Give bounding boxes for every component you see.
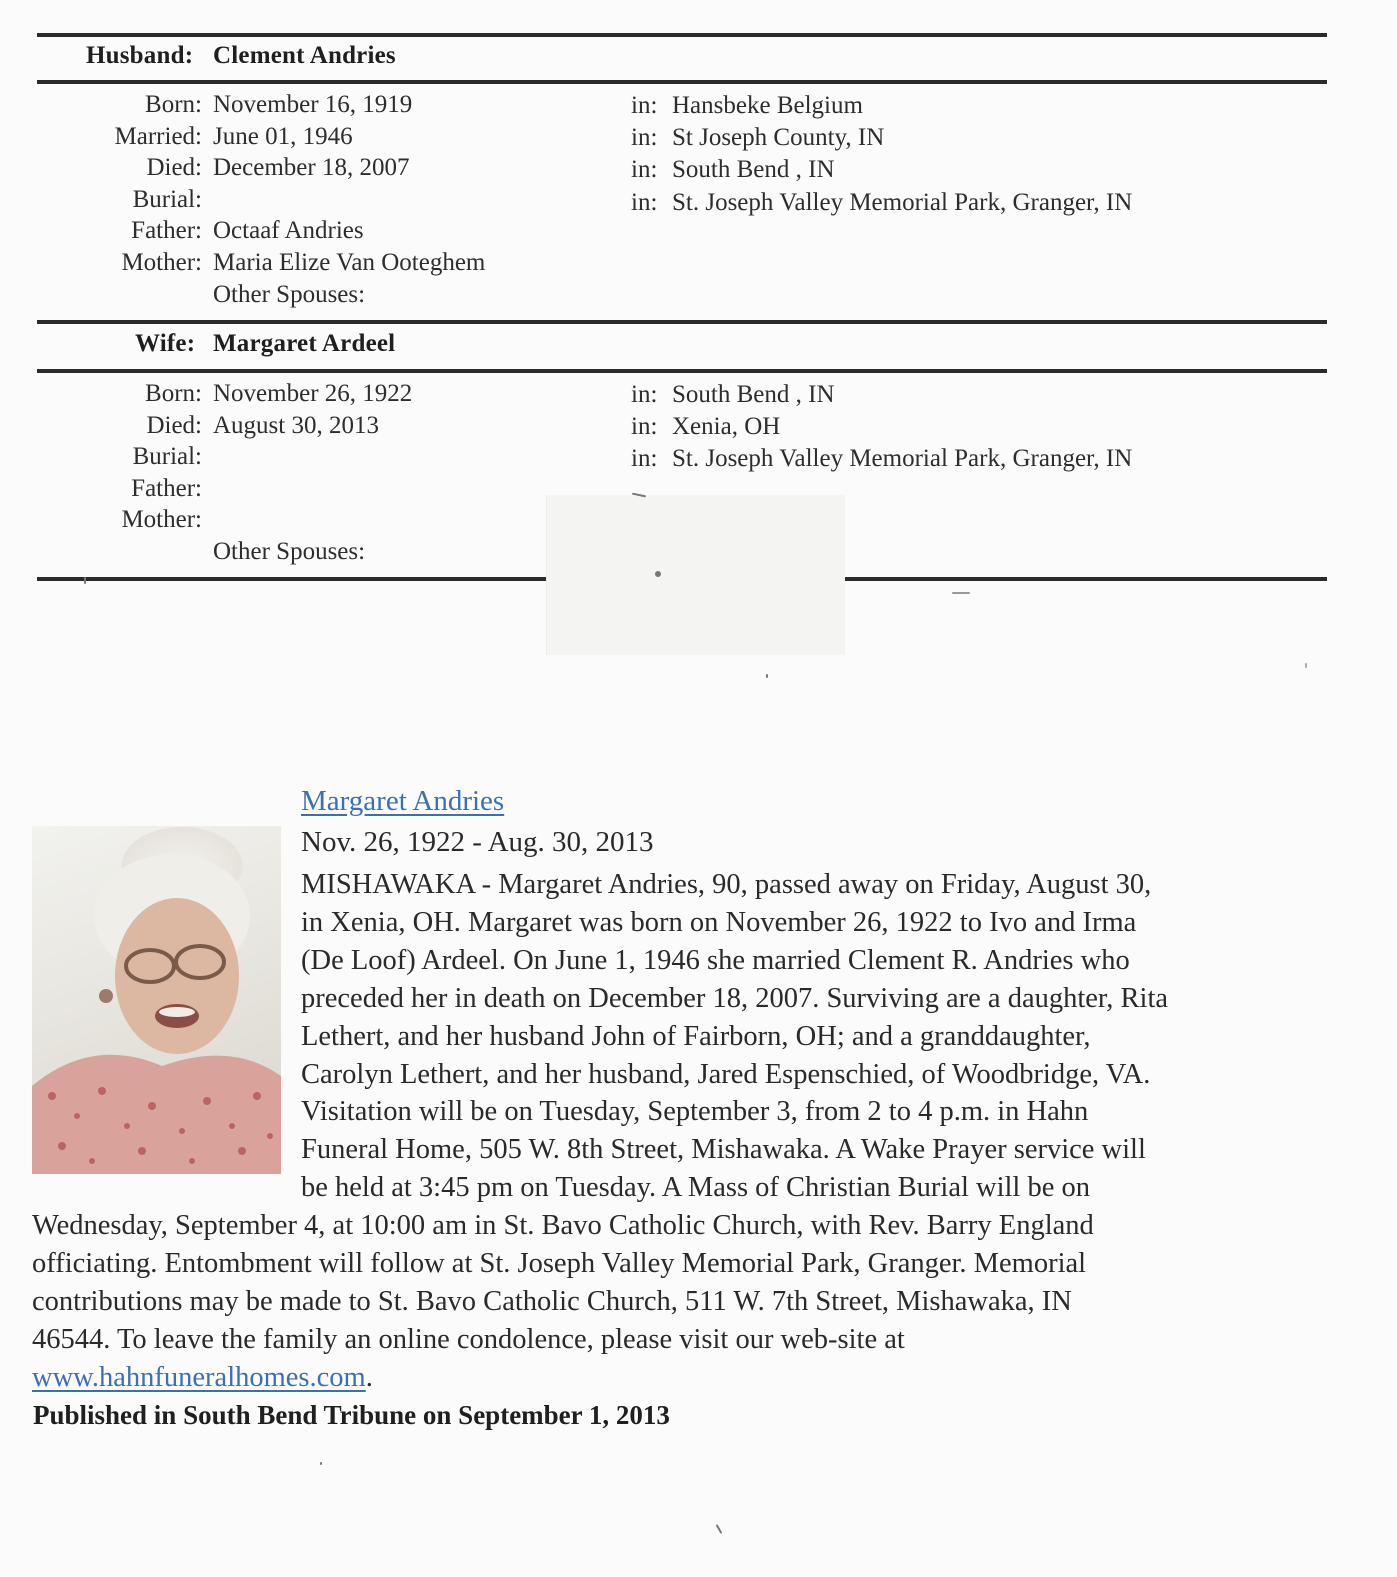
place-value: St. Joseph Valley Memorial Park, Granger, IN xyxy=(672,188,1133,216)
wife-burial-label: Burial: xyxy=(132,443,202,471)
wife-mother-label: Mother: xyxy=(121,506,202,534)
top-rule xyxy=(37,33,1327,37)
wife-other-spouses: Other Spouses: xyxy=(213,538,366,565)
place-value: Hansbeke Belgium xyxy=(672,92,863,119)
wife-father-value xyxy=(213,473,412,505)
wife-name: Margaret Ardeel xyxy=(213,330,396,357)
wife-top-rule xyxy=(37,320,1327,324)
husband-father-label: Father: xyxy=(131,217,202,245)
website-trailing: . xyxy=(365,1361,373,1393)
wife-born-label: Born: xyxy=(145,380,202,407)
website-line xyxy=(32,1359,1327,1397)
in-label: in: xyxy=(631,188,658,216)
husband-mother-label: Mother: xyxy=(121,248,202,276)
in-label: in: xyxy=(631,445,658,473)
husband-place-born xyxy=(631,90,1132,122)
obituary-line: MISHAWAKA - Margaret Andries, 90, passed away on Friday, August 30, xyxy=(301,869,1152,900)
husband-place-died xyxy=(631,154,1132,186)
husband-values xyxy=(213,89,485,310)
published-note: Published in South Bend Tribune on September 1, 2013 xyxy=(33,1400,670,1430)
in-label: in: xyxy=(631,124,658,152)
husband-place-married xyxy=(631,122,1132,154)
wife-header-rule xyxy=(37,369,1327,373)
scan-speck xyxy=(952,592,970,594)
wife-mother-value xyxy=(213,504,412,536)
wife-burial-value xyxy=(213,441,412,473)
obituary-line: be held at 3:45 pm on Tuesday. A Mass of Christian Burial will be on xyxy=(301,1172,1090,1204)
husband-name: Clement Andries xyxy=(213,42,396,69)
place-value: St Joseph County, IN xyxy=(672,124,885,152)
obituary-name-link[interactable]: Margaret Andries xyxy=(301,785,505,817)
wife-place-died xyxy=(631,411,1132,443)
wife-place-burial xyxy=(631,443,1132,475)
wife-heading-label: Wife: xyxy=(135,330,196,357)
scan-speck xyxy=(320,1462,322,1465)
husband-died-label: Died: xyxy=(146,154,202,182)
husband-married-value: June 01, 1946 xyxy=(213,122,353,150)
scan-speck xyxy=(716,1524,723,1534)
in-label: in: xyxy=(631,156,658,184)
husband-heading xyxy=(0,42,1300,72)
wife-heading xyxy=(0,330,1300,360)
husband-header-rule xyxy=(37,80,1327,84)
wife-died-label: Died: xyxy=(146,411,202,439)
obituary-line: Carolyn Lethert, and her husband, Jared Espenschied, of Woodbridge, VA. xyxy=(301,1058,1151,1090)
husband-father-value: Octaaf Andries xyxy=(213,217,364,245)
obituary-line: in Xenia, OH. Margaret was born on November 26, 1922 to Ivo and Irma xyxy=(301,906,1137,938)
scan-speck xyxy=(84,577,86,584)
husband-other-spouses: Other Spouses: xyxy=(213,280,366,308)
husband-places xyxy=(631,90,1132,219)
obituary-line: Wednesday, September 4, at 10:00 am in St. Bavo Catholic Church, with Rev. Barry England xyxy=(32,1210,1094,1242)
obituary-line: officiating. Entombment will follow at St. Joseph Valley Memorial Park, Granger. Memorial xyxy=(32,1248,1087,1280)
in-label: in: xyxy=(631,381,658,408)
husband-burial-value xyxy=(213,184,485,216)
obituary-line: Visitation will be on Tuesday, September 3, from 2 to 4 p.m. in Hahn xyxy=(301,1096,1089,1128)
obituary-body xyxy=(32,866,1327,1397)
husband-burial-label: Burial: xyxy=(132,185,202,213)
scan-speck xyxy=(1305,663,1307,668)
in-label: in: xyxy=(631,92,658,119)
in-label: in: xyxy=(631,413,658,441)
scan-speck xyxy=(655,571,661,577)
obituary-line: preceded her in death on December 18, 2007. Surviving are a daughter, Rita xyxy=(301,982,1169,1014)
place-value: South Bend , IN xyxy=(672,156,835,184)
place-value: Xenia, OH xyxy=(672,413,781,441)
place-value: St. Joseph Valley Memorial Park, Granger, IN xyxy=(672,445,1133,473)
obituary-line: (De Loof) Ardeel. On June 1, 1946 she married Clement R. Andries who xyxy=(301,944,1130,976)
obituary-line: 46544. To leave the family an online condolence, please visit our web-site at xyxy=(32,1323,905,1355)
wife-places xyxy=(631,379,1132,476)
paper-patch xyxy=(546,495,845,655)
wife-born-value: November 26, 1922 xyxy=(213,380,413,407)
website-link[interactable]: www.hahnfuneralhomes.com xyxy=(32,1361,366,1393)
scan-speck xyxy=(766,674,768,678)
obituary-line: Lethert, and her husband John of Fairborn, OH; and a granddaughter, xyxy=(301,1020,1091,1052)
wife-place-born xyxy=(631,379,1132,411)
husband-born-label: Born: xyxy=(145,91,202,118)
husband-married-label: Married: xyxy=(114,122,202,150)
wife-father-label: Father: xyxy=(131,474,202,502)
obituary-line: Funeral Home, 505 W. 8th Street, Mishawaka. A Wake Prayer service will xyxy=(301,1134,1146,1166)
husband-mother-value: Maria Elize Van Ooteghem xyxy=(213,248,486,276)
husband-died-value: December 18, 2007 xyxy=(213,154,410,182)
obituary-dates: Nov. 26, 1922 - Aug. 30, 2013 xyxy=(301,826,654,858)
wife-labels xyxy=(2,378,202,536)
husband-heading-label: Husband: xyxy=(86,42,194,69)
husband-labels xyxy=(2,89,202,279)
husband-place-burial xyxy=(631,187,1132,219)
obituary-line: contributions may be made to St. Bavo Catholic Church, 511 W. 7th Street, Mishawaka, IN xyxy=(32,1285,1072,1317)
wife-died-value: August 30, 2013 xyxy=(213,411,379,439)
husband-born-value: November 16, 1919 xyxy=(213,91,413,118)
wife-values xyxy=(213,378,412,536)
place-value: South Bend , IN xyxy=(672,381,835,408)
